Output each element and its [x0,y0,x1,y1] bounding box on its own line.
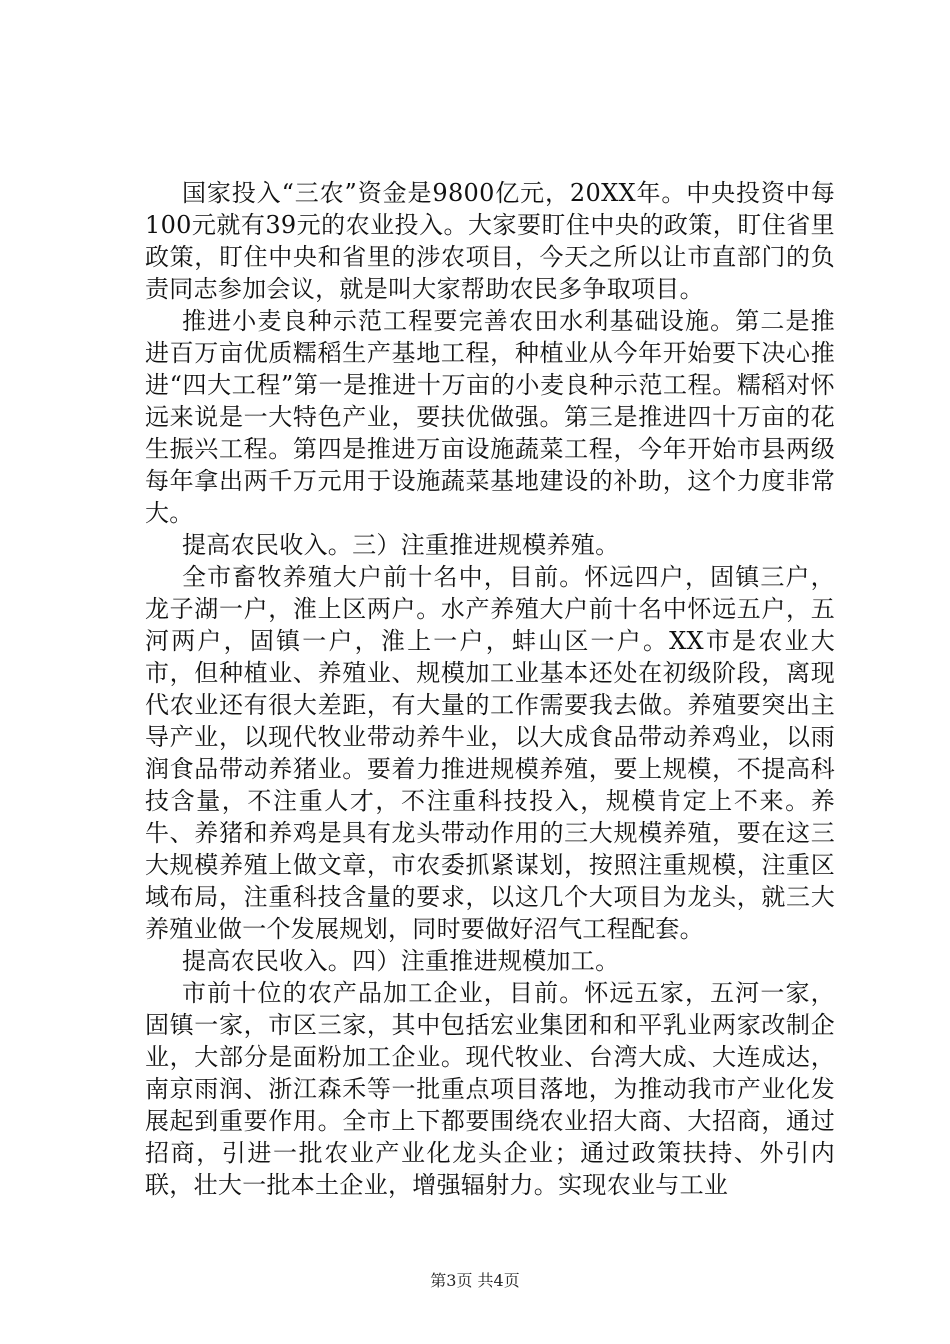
document-body [145,177,835,1201]
page-footer: 第3页 共4页 [430,1271,520,1290]
paragraph-6: 市前十位的农产品加工企业，目前。怀远五家，五河一家，固镇一家，市区三家，其中包括宏业集团和和平乳业两家改制企业，大部分是面粉加工企业。现代牧业、台湾大成、大连成达，南京雨润、浙江森禾等一批重点项目落地，为推动我市产业化发展起到重要作用。全市上下都要围绕农业招大商、大招商，通过招商，引进一批农业产业化龙头企业；通过政策扶持、外引内联，壮大一批本土企业，增强辐射力。实现农业与工业 [145,979,835,1199]
paragraph-5: 提高农民收入。四）注重推进规模加工。 [182,947,620,975]
paragraph-2: 推进小麦良种示范工程要完善农田水利基础设施。第二是推进百万亩优质糯稻生产基地工程，种植业从今年开始要下决心推进“四大工程”第一是推进十万亩的小麦良种示范工程。糯稻对怀远来说是一大特色产业，要扶优做强。第三是推进四十万亩的花生振兴工程。第四是推进万亩设施蔬菜工程，今年开始市县两级每年拿出两千万元用于设施蔬菜基地建设的补助，这个力度非常大。 [145,307,835,527]
paragraph-4: 全市畜牧养殖大户前十名中，目前。怀远四户，固镇三户，龙子湖一户，淮上区两户。水产养殖大户前十名中怀远五户，五河两户，固镇一户，淮上一户，蚌山区一户。XX市是农业大市，但种植业、养殖业、规模加工业基本还处在初级阶段，离现代农业还有很大差距，有大量的工作需要我去做。养殖要突出主导产业，以现代牧业带动养牛业，以大成食品带动养鸡业，以雨润食品带动养猪业。要着力推进规模养殖，要上规模，不提高科技含量，不注重人才，不注重科技投入，规模肯定上不来。养牛、养猪和养鸡是具有龙头带动作用的三大规模养殖，要在这三大规模养殖上做文章，市农委抓紧谋划，按照注重规模，注重区域布局，注重科技含量的要求，以这几个大项目为龙头，就三大养殖业做一个发展规划，同时要做好沼气工程配套。 [145,563,835,943]
paragraph-1: 国家投入“三农”资金是9800亿元，20XX年。中央投资中每100元就有39元的农业投入。大家要盯住中央的政策，盯住省里政策，盯住中央和省里的涉农项目，今天之所以让市直部门的负责同志参加会议，就是叫大家帮助农民多争取项目。 [145,179,835,303]
paragraph-3: 提高农民收入。三）注重推进规模养殖。 [182,531,620,559]
